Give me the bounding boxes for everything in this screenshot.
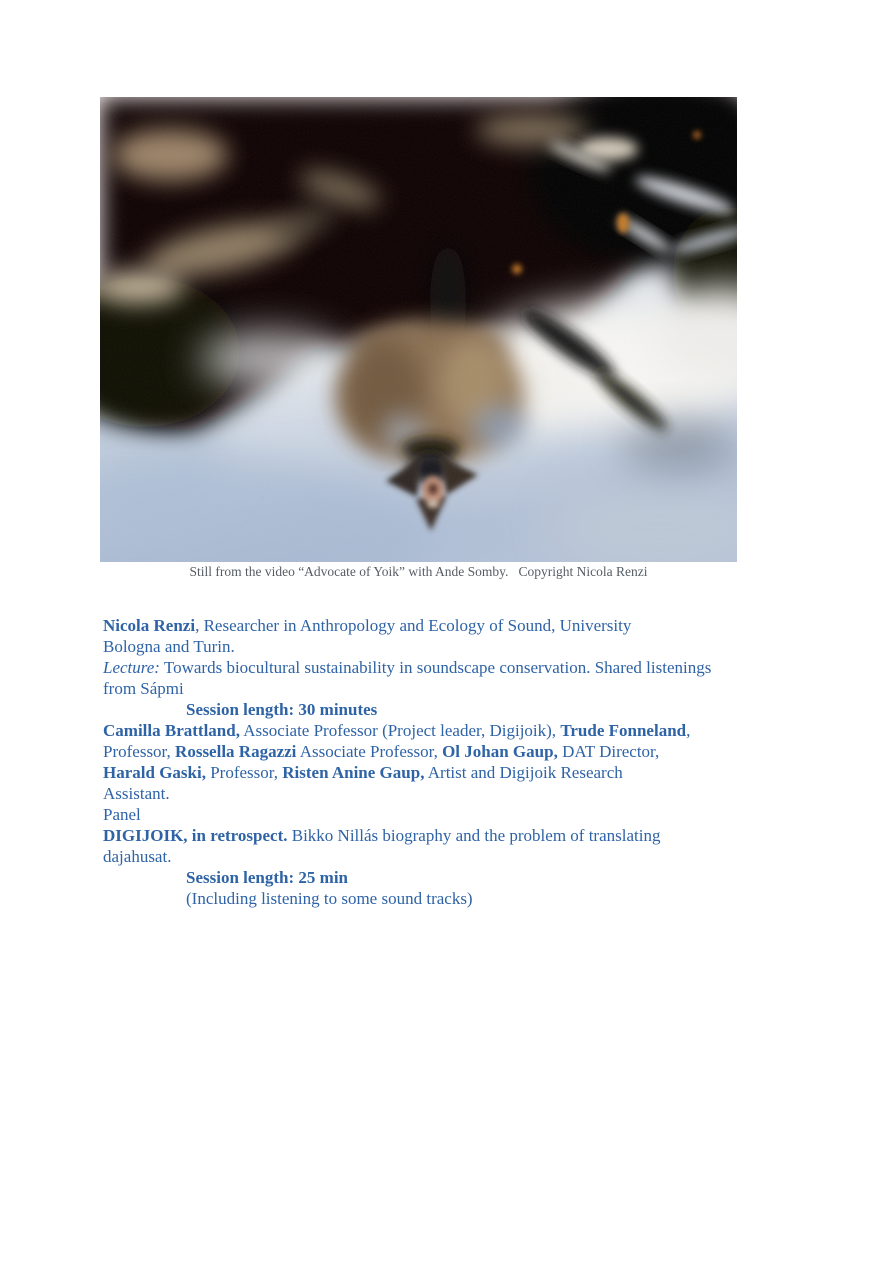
text-run: Assistant. bbox=[103, 784, 170, 803]
text-run: DAT Director, bbox=[557, 742, 660, 761]
text-run: , bbox=[686, 721, 691, 740]
text-run: Lecture: bbox=[103, 658, 160, 677]
text-run: Towards biocultural sustainability in soundscape conservation. Shared listenings bbox=[159, 658, 712, 677]
text-run: Artist and Digijoik Research bbox=[424, 763, 623, 782]
session-length-30 bbox=[103, 699, 783, 720]
reflection-photo-graphic bbox=[100, 97, 737, 562]
text-run: from Sápmi bbox=[103, 679, 184, 698]
text-run: Ol Johan Gaup, bbox=[442, 742, 558, 761]
session-length-25-label: Session length: 25 min bbox=[186, 868, 348, 887]
speaker-paragraph bbox=[103, 615, 783, 699]
text-run: , Researcher in Anthropology and Ecology of Sound, University bbox=[195, 616, 632, 635]
session-length-30-label: Session length: 30 minutes bbox=[186, 700, 378, 719]
text-run: Associate Professor, bbox=[296, 742, 443, 761]
text-run: Panel bbox=[103, 805, 141, 824]
text-run: Bikko Nillás biography and the problem of translating bbox=[287, 826, 661, 845]
photo-caption: Still from the video “Advocate of Yoik” with Ande Somby. Copyright Nicola Renzi bbox=[189, 564, 648, 579]
text-run: Professor, bbox=[205, 763, 283, 782]
text-run: Harald Gaski, bbox=[103, 763, 206, 782]
text-run: Professor, bbox=[103, 742, 176, 761]
session-length-25 bbox=[103, 867, 783, 909]
panel-paragraph bbox=[103, 720, 783, 867]
session-length-25-note: (Including listening to some sound tracks) bbox=[186, 889, 473, 908]
photo-figure bbox=[100, 97, 737, 580]
program-text-block bbox=[103, 615, 783, 909]
text-run: Nicola Renzi bbox=[103, 616, 196, 635]
text-run: dajahusat. bbox=[103, 847, 172, 866]
text-run: Risten Anine Gaup, bbox=[282, 763, 425, 782]
text-run: Camilla Brattland, bbox=[103, 721, 240, 740]
text-run: Associate Professor (Project leader, Digijoik), bbox=[239, 721, 561, 740]
text-run: Rossella Ragazzi bbox=[175, 742, 297, 761]
reflection-photo bbox=[100, 97, 737, 562]
text-run: DIGIJOIK, in retrospect. bbox=[103, 826, 288, 845]
text-run: Trude Fonneland bbox=[560, 721, 687, 740]
text-run: Bologna and Turin. bbox=[103, 637, 235, 656]
